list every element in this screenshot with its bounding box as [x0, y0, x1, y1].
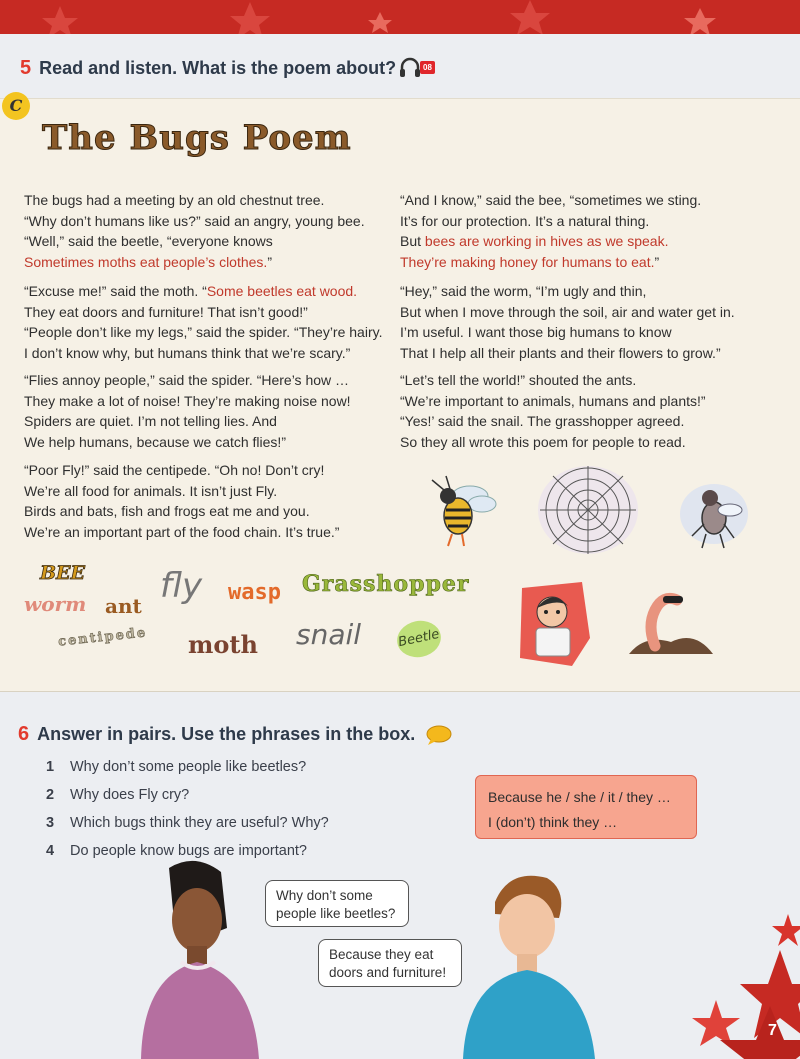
poem-line: “Let’s tell the world!” shouted the ants. [400, 372, 637, 388]
bug-word-worm: worm [24, 592, 87, 616]
audio-track-button[interactable] [398, 56, 448, 82]
bug-word-centipede: centipede [57, 625, 148, 650]
spider-web-illustration [535, 462, 641, 558]
phrase-item: I (don’t) think they … [488, 814, 618, 830]
poem-line-highlighted: But bees are working in hives as we speak. [400, 233, 669, 249]
poem-highlight: Sometimes moths eat people’s clothes. [24, 253, 268, 270]
poem-line: We’re an important part of the food chain. It’s true.” [24, 523, 340, 540]
girl-illustration [135, 858, 275, 1059]
exercise-6-instruction: Answer in pairs. Use the phrases in the box. [37, 724, 416, 744]
poem-line: “People don’t like my legs,” said the spider. “They’re hairy. [24, 324, 383, 340]
bee-illustration [418, 474, 500, 550]
poem-highlight: bees are working in hives as we speak. [424, 233, 669, 249]
page-number: 7 [768, 1022, 777, 1039]
poem-line: “Poor Fly!” said the centipede. “Oh no! Don’t cry! [24, 462, 325, 478]
poem-stanza-right-1 [400, 190, 701, 272]
question-item: 2 Why does Fly cry? [46, 787, 190, 803]
poem-line: We help humans, because we catch flies!” [24, 433, 286, 450]
poem-stanza-left-1 [24, 190, 365, 272]
worm-illustration [625, 586, 715, 664]
poem-line: That I help all their plants and their flowers to grow.” [400, 344, 721, 361]
poem-stanza-right-3 [400, 370, 706, 452]
poem-line: They eat doors and furniture! That isn’t good!” [24, 303, 308, 320]
bug-word-bee: BEE [40, 562, 86, 584]
poem-line: But when I move through the soil, air and water get in. [400, 303, 735, 320]
bug-word-snail: snail [296, 618, 362, 651]
audio-track-number: 08 [420, 61, 435, 74]
exercise-5-number: 5 [20, 57, 32, 79]
top-decorative-band [0, 0, 800, 34]
poem-highlight: Some beetles eat wood. [206, 283, 358, 299]
poem-line: The bugs had a meeting by an old chestnut tree. [24, 192, 325, 208]
exercise-6-heading [18, 723, 452, 746]
poem-line: “Yes!’ said the snail. The grasshopper agreed. [400, 413, 685, 429]
poem-line: “Hey,” said the worm, “I’m ugly and thin, [400, 283, 647, 299]
bug-word-grasshopper: Grasshopper [302, 571, 470, 597]
poem-line: It’s for our protection. It’s a natural thing. [400, 212, 650, 229]
poem-stanza-right-2 [400, 281, 735, 363]
phrase-item: Because he / she / it / they … [488, 789, 671, 805]
exercise-5-heading [20, 57, 396, 80]
star-pattern [0, 0, 800, 34]
poem-line: We’re all food for animals. It isn’t just Fly. [24, 482, 278, 499]
poem-stanza-left-2 [24, 281, 382, 363]
fly-illustration [676, 474, 752, 552]
bug-word-beetle: Beetle [394, 617, 445, 661]
poem-title: The Bugs Poem [42, 118, 352, 158]
poem-line: “And I know,” said the bee, “sometimes we sting. [400, 192, 702, 208]
poem-line: “We’re important to animals, humans and plants!” [400, 392, 706, 409]
scared-boy-illustration [512, 578, 594, 668]
headphones-icon [398, 56, 422, 80]
poem-line: I’m useful. I want those big humans to know [400, 324, 672, 340]
boy-illustration [455, 868, 605, 1059]
exercise-5-instruction: Read and listen. What is the poem about? [39, 58, 397, 78]
poem-line: They make a lot of noise! They’re making noise now! [24, 392, 351, 409]
speech-bubble-icon [424, 724, 452, 746]
poem-line: I don’t know why, but humans think that we’re scary.” [24, 344, 351, 361]
question-item: 4 Do people know bugs are important? [46, 843, 307, 859]
poem-stanza-left-3 [24, 370, 351, 452]
question-list [46, 753, 329, 865]
poem-line: Birds and bats, fish and frogs eat me and you. [24, 503, 310, 519]
question-item: 3 Which bugs think they are useful? Why? [46, 815, 329, 831]
poem-line: “Well,” said the beetle, “everyone knows [24, 233, 273, 249]
section-badge: C [2, 92, 30, 120]
poem-highlight: They’re making honey for humans to eat. [400, 253, 655, 270]
speech-bubble-boy: Because they eat doors and furniture! [318, 939, 462, 987]
question-item: 1 Why don’t some people like beetles? [46, 759, 307, 775]
poem-line-highlighted: Sometimes moths eat people’s clothes.” [24, 253, 272, 270]
bug-word-moth: moth [188, 630, 258, 659]
decorative-stars [680, 910, 800, 1059]
poem-line-highlighted: They’re making honey for humans to eat.” [400, 253, 660, 270]
poem-line: “Why don’t humans like us?” said an angry, young bee. [24, 212, 365, 229]
poem-line-highlighted: “Excuse me!” said the moth. “Some beetles eat wood. [24, 283, 358, 299]
poem-stanza-left-4 [24, 460, 339, 542]
poem-line: Spiders are quiet. I’m not telling lies. And [24, 413, 277, 429]
bug-word-fly: fly [160, 566, 203, 606]
speech-bubble-girl: Why don’t some people like beetles? [265, 880, 409, 927]
poem-line: So they all wrote this poem for people to read. [400, 433, 686, 450]
phrase-box [475, 775, 697, 839]
bug-word-ant: ant [105, 594, 142, 618]
bug-word-wasp: wasp [228, 580, 281, 605]
poem-line: “Flies annoy people,” said the spider. “Here’s how … [24, 372, 350, 388]
exercise-6-number: 6 [18, 723, 30, 745]
